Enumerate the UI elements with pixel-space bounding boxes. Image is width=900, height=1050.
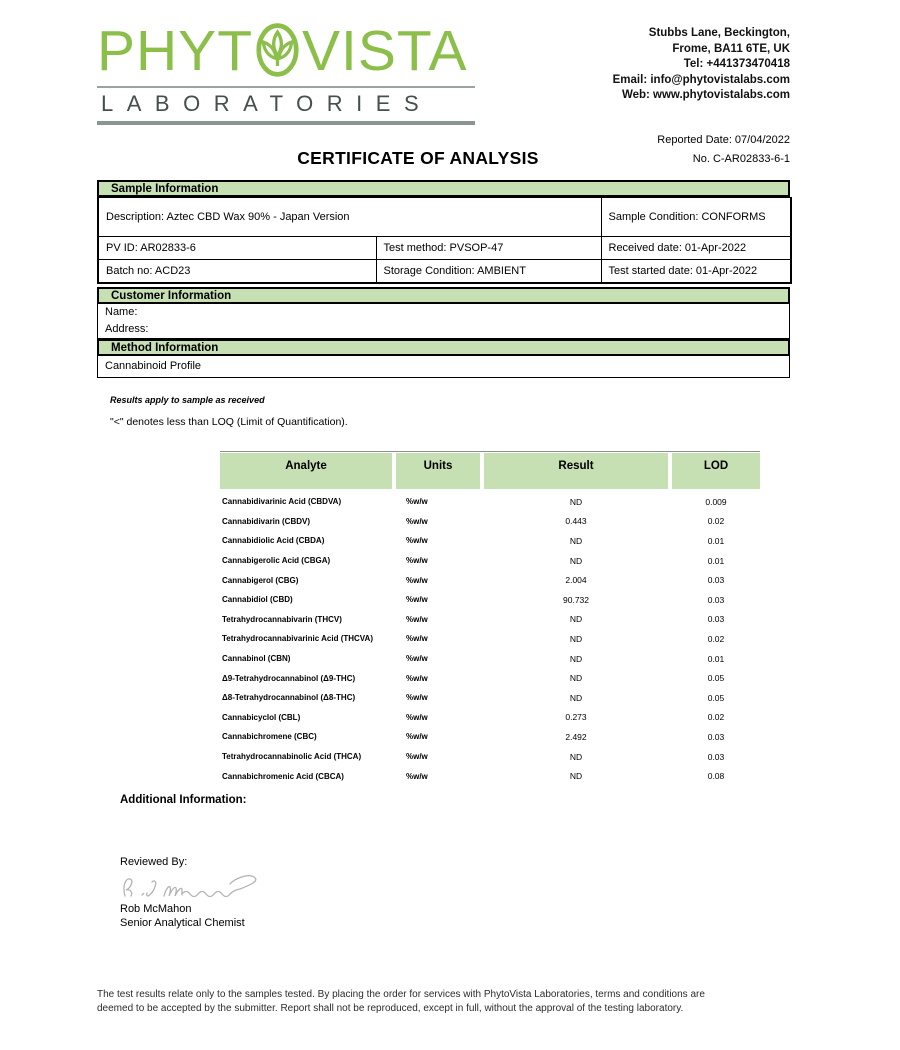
table-row — [220, 570, 760, 590]
cell-lod: 0.01 — [707, 653, 725, 664]
cell-analyte: Cannabichromenic Acid (CBCA) — [222, 771, 344, 781]
sample-condition: Sample Condition: CONFORMS — [601, 198, 791, 237]
contact-web: Web: www.phytovistalabs.com — [621, 89, 790, 101]
logo-wordmark — [97, 20, 475, 82]
method-information-header: Method Information — [97, 339, 790, 356]
pv-id: PV ID: AR02833-6 — [98, 237, 376, 260]
customer-information-header: Customer Information — [97, 287, 790, 304]
table-row — [220, 708, 760, 728]
cell-units: %w/w — [406, 771, 428, 781]
cell-lod: 0.08 — [707, 771, 725, 782]
cell-units: %w/w — [406, 497, 428, 507]
footer-disclaimer — [97, 988, 757, 1016]
cell-units: %w/w — [406, 516, 428, 526]
table-row — [220, 512, 760, 532]
sample-information-header: Sample Information — [97, 180, 790, 197]
storage-condition: Storage Condition: AMBIENT — [376, 260, 601, 283]
footer-line2: deemed to be accepted by the submitter. Report shall not be reproduced, except in full, without the approval of the testing laboratory. — [97, 1003, 684, 1014]
leaf-icon — [255, 21, 300, 79]
results-body — [220, 492, 760, 786]
logo-text-part1: PHYT — [97, 19, 254, 83]
contact-block — [613, 26, 790, 104]
table-row — [220, 766, 760, 786]
cell-result: ND — [569, 555, 583, 566]
cell-units: %w/w — [406, 556, 428, 566]
cell-analyte: Tetrahydrocannabinolic Acid (THCA) — [222, 752, 362, 762]
contact-email: Email: info@phytovistalabs.com — [612, 73, 790, 86]
table-row — [220, 531, 760, 551]
table-row — [220, 590, 760, 610]
cell-analyte: Tetrahydrocannabivarinic Acid (THCVA) — [222, 634, 373, 644]
cell-result: 2.492 — [565, 731, 587, 742]
column-header-analyte: Analyte — [220, 453, 392, 489]
logo-text-part2: VISTA — [302, 19, 468, 83]
footer-line1: The test results relate only to the samples tested. By placing the order for services with PhytoVista Laboratories, terms and conditions are — [97, 989, 705, 1000]
cell-lod: 0.03 — [707, 575, 725, 586]
cell-units: %w/w — [406, 634, 428, 644]
test-method: Test method: PVSOP-47 — [376, 237, 601, 260]
cell-lod: 0.009 — [705, 496, 727, 507]
logo — [97, 20, 475, 125]
cell-result: ND — [569, 653, 583, 664]
contact-address-line1: Stubbs Lane, Beckington, — [648, 27, 790, 39]
table-row — [220, 727, 760, 747]
results-table — [220, 451, 760, 786]
cell-analyte: Cannabigerol (CBG) — [222, 575, 299, 585]
batch-no: Batch no: ACD23 — [98, 260, 376, 283]
cell-analyte: Cannabichromene (CBC) — [222, 732, 317, 742]
customer-information-section — [97, 287, 790, 378]
method-name: Cannabinoid Profile — [105, 360, 202, 372]
cell-lod: 0.01 — [707, 555, 725, 566]
signature-icon — [118, 871, 268, 901]
cell-analyte: Tetrahydrocannabivarin (THCV) — [222, 614, 342, 624]
cell-units: %w/w — [406, 673, 428, 683]
cell-result: ND — [569, 692, 583, 703]
table-row — [220, 688, 760, 708]
cell-lod: 0.01 — [707, 535, 725, 546]
additional-information-label: Additional Information: — [120, 794, 247, 806]
cell-result: ND — [569, 633, 583, 644]
cell-lod: 0.05 — [707, 692, 725, 703]
sample-information-table — [97, 197, 792, 284]
reviewed-by-label: Reviewed By: — [120, 856, 188, 868]
contact-address-line2: Frome, BA11 6TE, UK — [672, 42, 790, 55]
reported-date: Reported Date: 07/04/2022 — [657, 134, 790, 146]
cell-units: %w/w — [406, 536, 428, 546]
sample-description: Description: Aztec CBD Wax 90% - Japan Version — [98, 198, 601, 237]
reviewer-name: Rob McMahon — [120, 903, 192, 915]
cell-analyte: Cannabicyclol (CBL) — [222, 712, 301, 722]
table-row — [220, 610, 760, 630]
signature-block — [120, 855, 268, 930]
cell-analyte: Cannabidivarin (CBDV) — [222, 516, 311, 526]
test-started-date: Test started date: 01-Apr-2022 — [601, 260, 791, 283]
cell-result: ND — [569, 614, 583, 625]
table-row — [220, 492, 760, 512]
logo-subtitle: LABORATORIES — [97, 86, 475, 125]
cell-analyte: Cannabidiol (CBD) — [222, 595, 293, 605]
cell-result: ND — [569, 496, 583, 507]
customer-information-box — [97, 304, 790, 339]
cell-lod: 0.02 — [707, 516, 725, 527]
cell-lod: 0.03 — [707, 594, 725, 605]
cell-analyte: Cannabigerolic Acid (CBGA) — [222, 556, 331, 566]
cell-units: %w/w — [406, 575, 428, 585]
cell-lod: 0.02 — [707, 712, 725, 723]
cell-result: 0.273 — [565, 712, 587, 723]
cell-analyte: Cannabinol (CBN) — [222, 654, 291, 664]
cell-analyte: Cannabidivarinic Acid (CBDVA) — [222, 497, 342, 507]
cell-analyte: Δ9-Tetrahydrocannabinol (Δ9-THC) — [222, 673, 356, 683]
cell-result: ND — [569, 673, 583, 684]
cell-units: %w/w — [406, 595, 428, 605]
cell-lod: 0.05 — [707, 673, 725, 684]
cell-result: 90.732 — [563, 594, 589, 605]
note-loq: "<" denotes less than LOQ (Limit of Quantification). — [110, 416, 348, 428]
certificate-number: No. C-AR02833-6-1 — [692, 153, 790, 165]
sample-information-section — [97, 180, 790, 284]
table-row — [220, 649, 760, 669]
cell-result: 2.004 — [565, 575, 587, 586]
cell-lod: 0.03 — [707, 751, 725, 762]
contact-phone: Tel: +441373470418 — [683, 58, 790, 70]
cell-units: %w/w — [406, 614, 428, 624]
cell-result: 0.443 — [565, 516, 587, 527]
note-sample-as-received: Results apply to sample as received — [110, 395, 265, 405]
cell-units: %w/w — [406, 654, 428, 664]
cell-units: %w/w — [406, 752, 428, 762]
column-header-lod: LOD — [672, 453, 760, 489]
cell-units: %w/w — [406, 712, 428, 722]
table-row — [220, 551, 760, 571]
table-row — [220, 747, 760, 767]
column-header-result: Result — [484, 453, 668, 489]
cell-result: ND — [569, 751, 583, 762]
cell-result: ND — [569, 535, 583, 546]
results-table-header — [220, 451, 760, 489]
cell-result: ND — [569, 771, 583, 782]
customer-name-label: Name: — [105, 306, 138, 318]
reviewer-role: Senior Analytical Chemist — [120, 917, 245, 929]
table-row — [220, 668, 760, 688]
method-information-box — [97, 356, 790, 378]
cell-units: %w/w — [406, 732, 428, 742]
cell-lod: 0.02 — [707, 633, 725, 644]
column-header-units: Units — [396, 453, 480, 489]
cell-units: %w/w — [406, 693, 428, 703]
received-date: Received date: 01-Apr-2022 — [601, 237, 791, 260]
cell-analyte: Cannabidiolic Acid (CBDA) — [222, 536, 325, 546]
customer-address-label: Address: — [105, 323, 149, 335]
cell-lod: 0.03 — [707, 731, 725, 742]
cell-lod: 0.03 — [707, 614, 725, 625]
cell-analyte: Δ8-Tetrahydrocannabinol (Δ8-THC) — [222, 693, 356, 703]
table-row — [220, 629, 760, 649]
page-title: CERTIFICATE OF ANALYSIS — [297, 148, 539, 168]
